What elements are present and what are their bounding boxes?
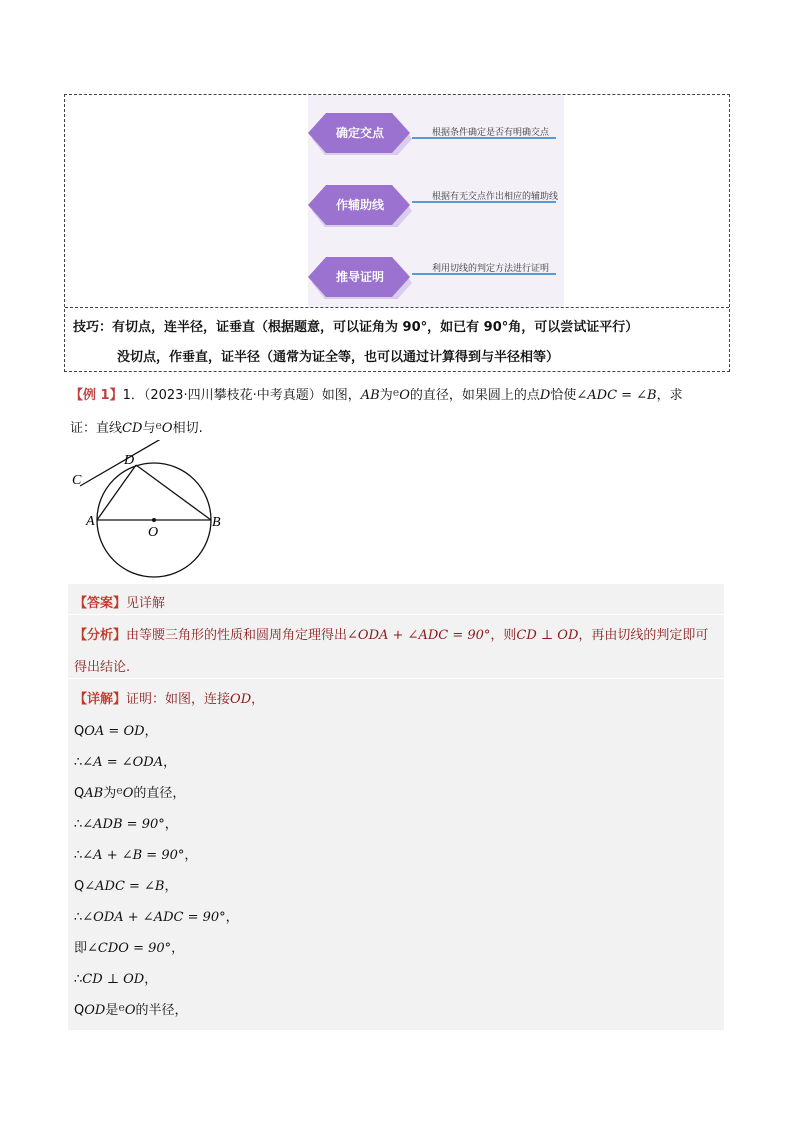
- proof-prefix: ∴: [74, 817, 83, 832]
- proof-math: ∠A = ∠ODA: [82, 755, 164, 770]
- tangent-line-cd: [80, 440, 190, 486]
- analysis-text: ，则: [490, 628, 517, 643]
- proof-math: O: [122, 786, 134, 801]
- proof-prefix: Q: [74, 879, 85, 894]
- detail-text: ，: [251, 692, 265, 707]
- question-text: 证：直线: [70, 421, 123, 436]
- proof-prefix: 即: [74, 941, 88, 956]
- proof-math: ∠A + ∠B = 90°: [82, 848, 185, 863]
- question-text: 为: [379, 388, 393, 403]
- flow-step-desc: 根据有无交点作出相应的辅助线: [432, 192, 559, 202]
- proof-line: [74, 813, 178, 832]
- analysis-row: [74, 624, 708, 643]
- proof-prefix: Q: [74, 786, 85, 801]
- question-text: 如图，: [321, 388, 361, 403]
- math-ab: AB: [360, 388, 380, 403]
- proof-line: [74, 875, 178, 894]
- circle-symbol: e: [116, 784, 123, 797]
- proof-suffix: 是: [105, 1003, 119, 1018]
- example-question: [70, 378, 730, 444]
- label-b: B: [212, 515, 221, 530]
- tip-line-2: 没切点，作垂直，证半径（通常为证全等，也可以通过计算得到与半径相等）: [117, 350, 560, 365]
- proof-line: [74, 937, 184, 956]
- center-point: [152, 518, 156, 522]
- proof-line: [74, 782, 185, 801]
- label-c: C: [72, 473, 82, 488]
- flow-chart: [308, 95, 564, 307]
- tip-line-1: 技巧：有切点，连半径，证垂直（根据题意，可以证角为 90°，如已有 90°角，可以尝试证平行）: [73, 320, 639, 335]
- tips-box: [64, 94, 730, 372]
- flow-step-2: [308, 183, 564, 233]
- proof-math: AB: [84, 786, 104, 801]
- question-source: （2023·四川攀枝花·中考真题）: [143, 388, 322, 403]
- divider: [68, 678, 724, 679]
- proof-suffix: ，: [171, 941, 185, 956]
- proof-suffix: ，: [144, 724, 158, 739]
- proof-line: [74, 844, 197, 863]
- proof-suffix: ，: [225, 910, 239, 925]
- proof-math: CD ⊥ OD: [82, 972, 145, 987]
- answer-label: 【答案】: [74, 596, 127, 611]
- question-text: 相切.: [172, 421, 203, 436]
- proof-line: [74, 906, 239, 925]
- analysis-text: 由等腰三角形的性质和圆周角定理得出: [126, 628, 348, 643]
- analysis-row-2: [74, 656, 130, 675]
- proof-prefix: ∴: [74, 910, 83, 925]
- proof-line: [74, 999, 188, 1018]
- answer-panel: [68, 584, 724, 1030]
- math-cd: CD: [122, 421, 143, 436]
- question-text: ，求: [656, 388, 683, 403]
- proof-prefix: ∴: [74, 972, 83, 987]
- tips-text: [65, 307, 729, 371]
- analysis-text: ，再由切线的判定即可: [578, 628, 709, 643]
- proof-suffix: ，: [164, 817, 178, 832]
- proof-suffix: 的直径，: [133, 786, 186, 801]
- question-text: 的直径，如果圆上的点: [409, 388, 540, 403]
- answer-text: 见详解: [126, 596, 166, 611]
- divider: [68, 614, 724, 615]
- proof-math: OD: [84, 1003, 106, 1018]
- circle-tangent-figure: [66, 440, 246, 590]
- proof-math: O: [124, 1003, 136, 1018]
- proof-suffix: ，: [164, 879, 178, 894]
- flow-step-desc: 利用切线的判定方法进行证明: [432, 264, 550, 274]
- proof-suffix: ，: [163, 755, 177, 770]
- proof-prefix: Q: [74, 1003, 85, 1018]
- proof-prefix: Q: [74, 724, 85, 739]
- proof-suffix: 的半径，: [135, 1003, 188, 1018]
- chord-db: [136, 465, 211, 520]
- proof-math: ∠ODA + ∠ADC = 90°: [82, 910, 226, 925]
- proof-math: ∠CDO = 90°: [87, 941, 172, 956]
- question-number: 1．: [122, 388, 144, 403]
- analysis-text: 得出结论.: [74, 660, 131, 675]
- analysis-label: 【分析】: [74, 628, 127, 643]
- proof-suffix: ，: [184, 848, 198, 863]
- proof-prefix: ∴: [74, 755, 83, 770]
- flow-step-desc: 根据条件确定是否有明确交点: [432, 128, 550, 138]
- circle-symbol: e: [392, 386, 400, 399]
- question-text: 恰使: [550, 388, 577, 403]
- proof-line: [74, 968, 157, 987]
- flow-step-label: 作辅助线: [335, 198, 384, 212]
- analysis-math: ∠ODA + ∠ADC = 90°: [347, 628, 491, 643]
- circle-symbol: e: [155, 419, 162, 432]
- proof-math: ∠ADC = ∠B: [84, 879, 165, 894]
- math-condition: ∠ADC = ∠B: [576, 388, 657, 403]
- detail-text: 证明：如图，连接: [126, 692, 231, 707]
- circle-symbol: e: [118, 1001, 125, 1014]
- detail-label: 【详解】: [74, 692, 127, 707]
- flow-step-label: 推导证明: [335, 270, 384, 284]
- detail-math: OD: [230, 692, 252, 707]
- detail-row: [74, 688, 264, 707]
- example-tag: 【例 1】: [70, 388, 123, 403]
- question-text: 与: [142, 421, 156, 436]
- math-o: O: [161, 421, 173, 436]
- label-d: D: [124, 453, 135, 468]
- math-o: O: [399, 388, 410, 403]
- flow-step-label: 确定交点: [335, 126, 384, 140]
- answer-row: [74, 592, 165, 611]
- label-a: A: [86, 514, 95, 529]
- label-o: O: [148, 525, 159, 540]
- proof-math: OA = OD: [84, 724, 145, 739]
- flow-step-1: [308, 111, 564, 161]
- math-d: D: [539, 388, 551, 403]
- flow-step-3: [308, 255, 564, 305]
- proof-math: ∠ADB = 90°: [82, 817, 165, 832]
- proof-prefix: ∴: [74, 848, 83, 863]
- analysis-math: CD ⊥ OD: [516, 628, 579, 643]
- proof-line: [74, 751, 176, 770]
- proof-suffix: ，: [144, 972, 158, 987]
- proof-suffix: 为: [103, 786, 117, 801]
- proof-line: [74, 720, 158, 739]
